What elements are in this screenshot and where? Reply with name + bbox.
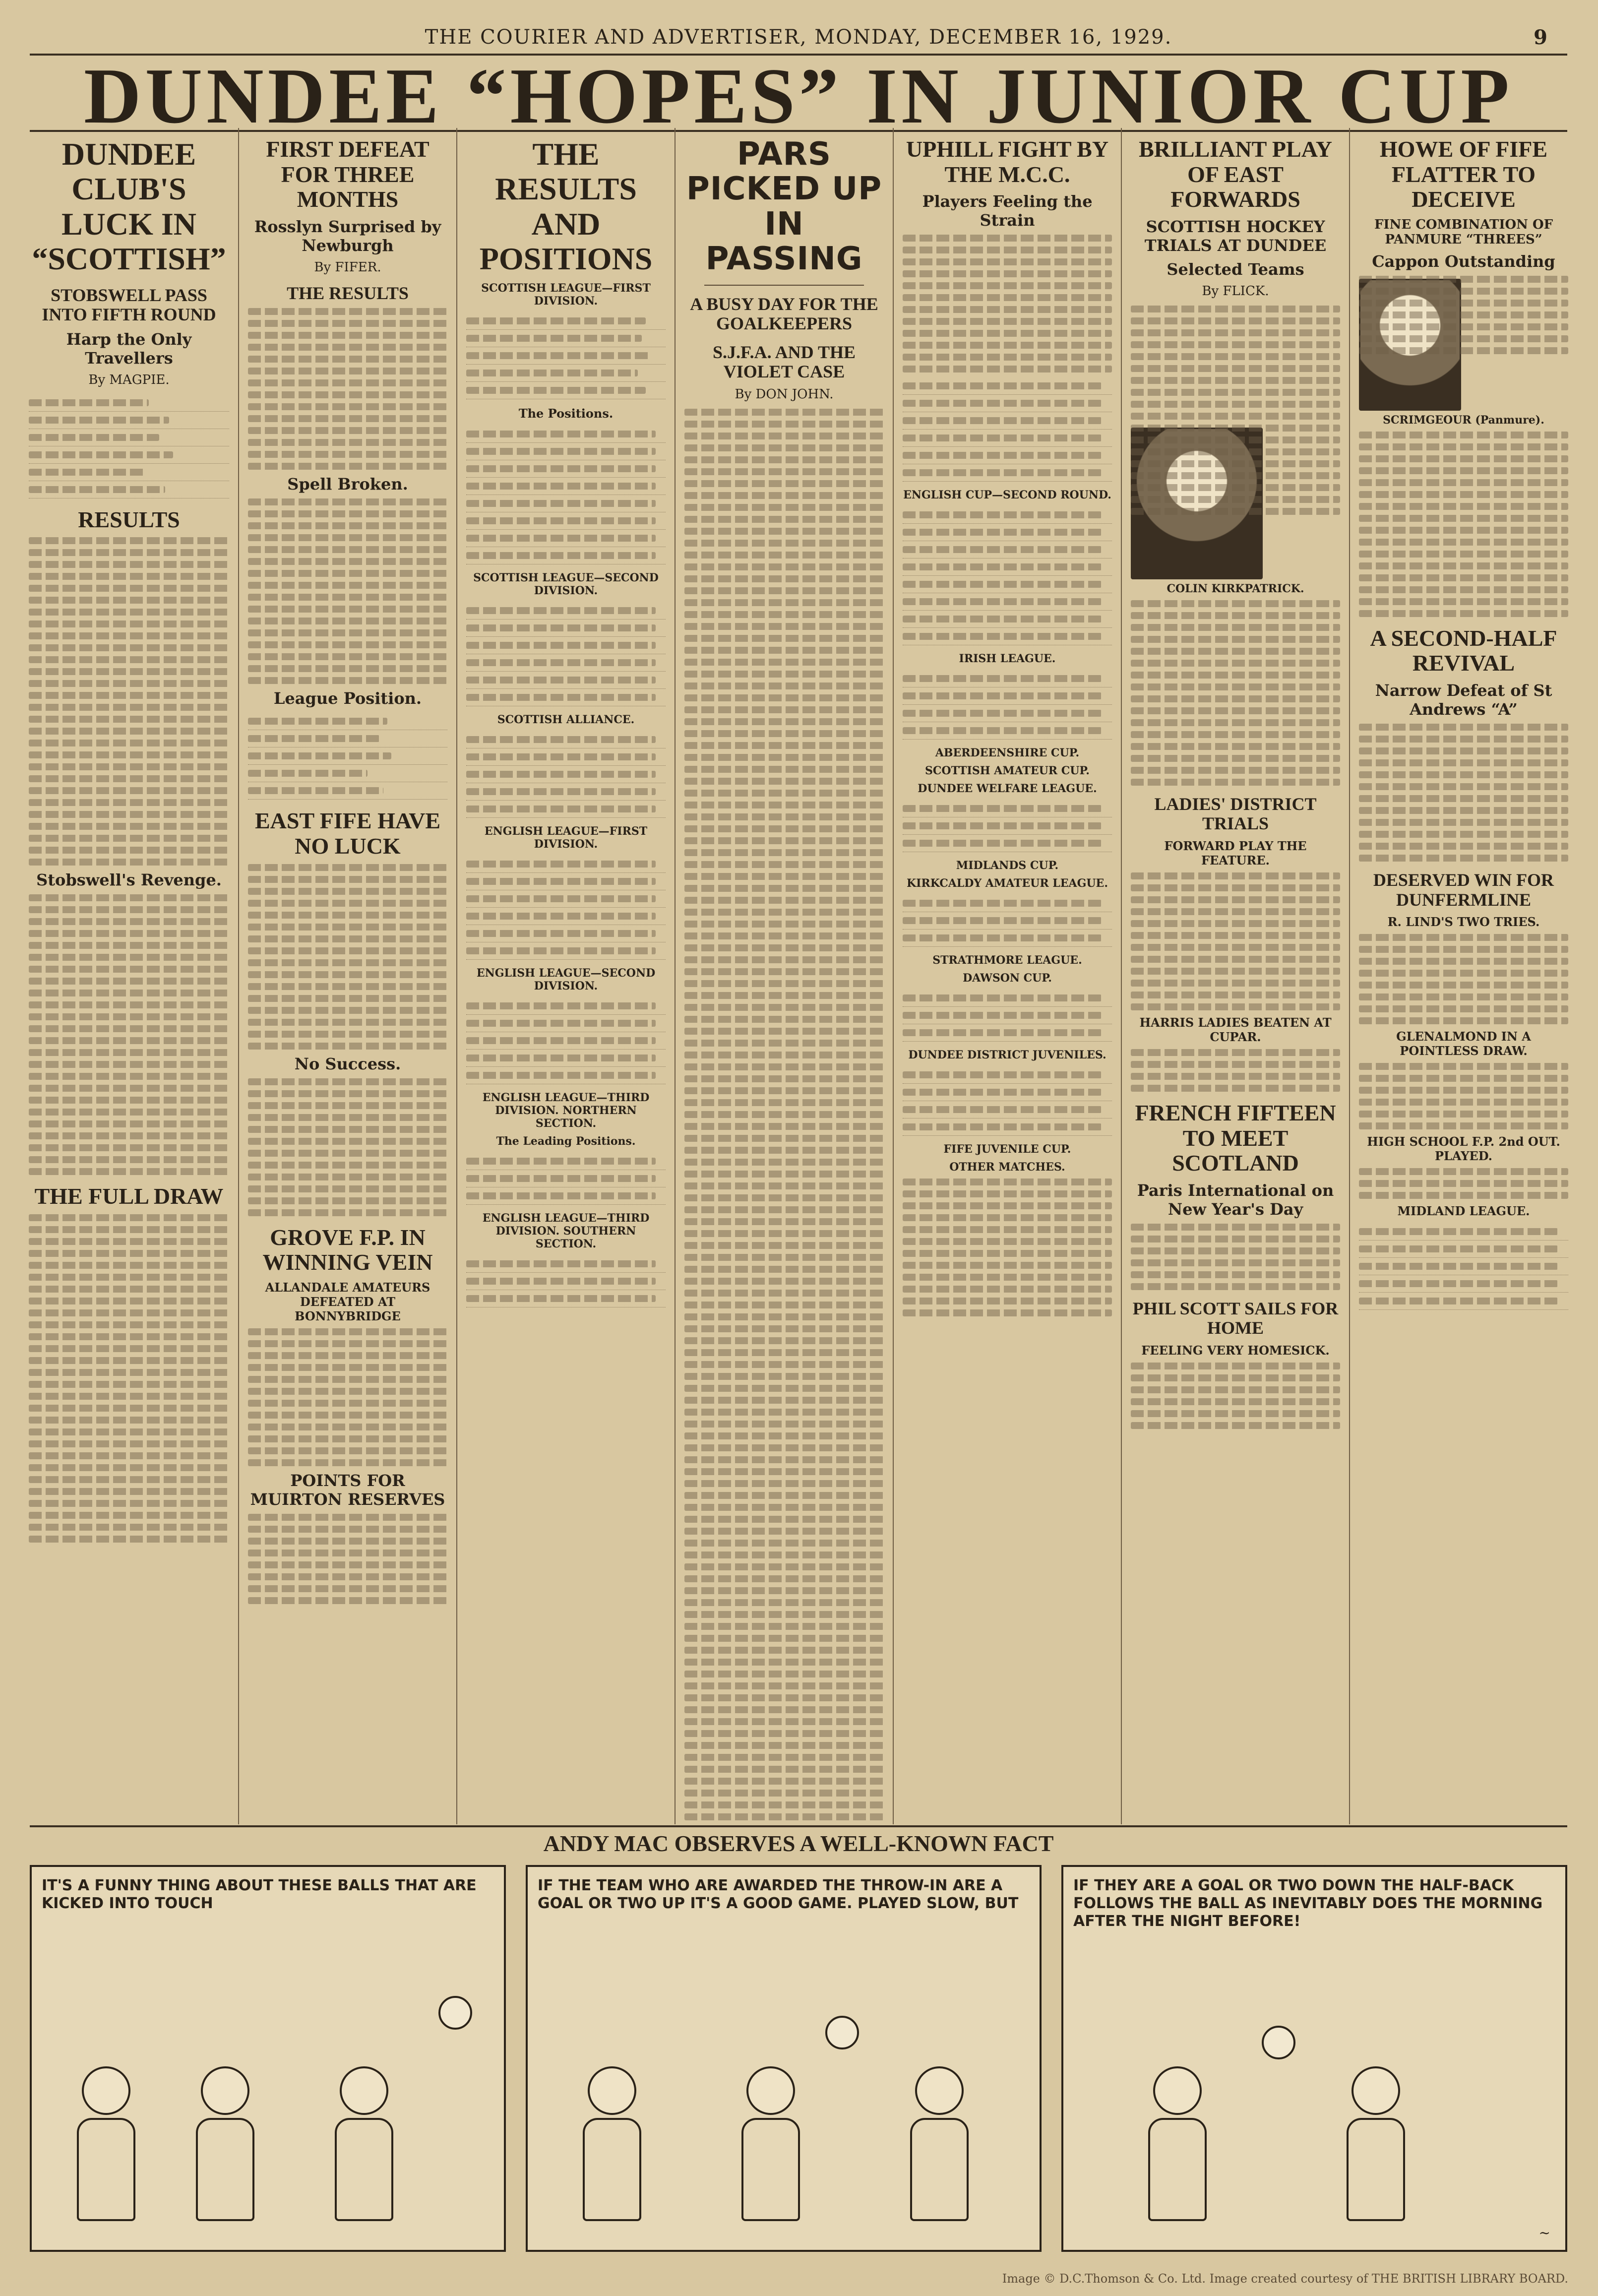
- col3-english1: ENGLISH LEAGUE—FIRST DIVISION.: [484, 824, 648, 851]
- image-credit: Image © D.C.Thomson & Co. Ltd. Image created courtesy of THE BRITISH LIBRARY BOARD.: [1002, 2272, 1568, 2286]
- col6-subhead: SCOTTISH HOCKEY TRIALS AT DUNDEE: [1144, 217, 1327, 255]
- col3-league2: SCOTTISH LEAGUE—SECOND DIVISION.: [473, 571, 659, 597]
- col3-english2: ENGLISH LEAGUE—SECOND DIVISION.: [476, 966, 656, 993]
- col2-body-4: [248, 1078, 447, 1216]
- col6-french-head: FRENCH FIFTEEN TO MEET SCOTLAND: [1135, 1100, 1336, 1176]
- masthead: THE COURIER AND ADVERTISER, MONDAY, DECEMBER 16, 1929.: [425, 26, 1172, 49]
- cartoon-caption-3: IF THEY ARE A GOAL OR TWO DOWN THE HALF-BACK FOLLOWS THE BALL AS INEVITABLY DOES THE MORNING AFTER THE NIGHT BEFORE!: [1073, 1877, 1543, 1930]
- col5-subhead: Players Feeling the Strain: [922, 192, 1093, 230]
- cartoon-title: ANDY MAC OBSERVES A WELL-KNOWN FACT: [543, 1831, 1054, 1856]
- col5-table-2: [903, 670, 1112, 740]
- col5-table-3: [903, 800, 1112, 852]
- col1-byline: By MAGPIE.: [88, 372, 170, 387]
- col2-body-2: [248, 498, 447, 684]
- col7-midland-head: MIDLAND LEAGUE.: [1397, 1204, 1530, 1219]
- col4-body: [684, 409, 884, 1824]
- column-3: [456, 128, 675, 1824]
- col5-body: [903, 235, 1112, 372]
- col5-body-2: [903, 1179, 1112, 1316]
- artist-signature-icon: ~: [1538, 2225, 1550, 2241]
- cartoon-figure: [1143, 2066, 1212, 2230]
- col6-ladies-head: LADIES' DISTRICT TRIALS: [1154, 794, 1317, 834]
- col5-dundee-district: DUNDEE DISTRICT JUVENILES.: [908, 1049, 1106, 1062]
- col4-subhead-2: S.J.F.A. AND THE VIOLET CASE: [712, 342, 856, 382]
- col2-points-head: POINTS FOR MUIRTON RESERVES: [250, 1471, 445, 1509]
- col7-body-3: [1359, 934, 1568, 1024]
- col7-subhead: FINE COMBINATION OF PANMURE “THREES”: [1374, 217, 1553, 247]
- col5-other-head: OTHER MATCHES.: [949, 1161, 1065, 1174]
- col3-positions-1: The Positions.: [518, 406, 614, 421]
- col6-body-1: [1131, 306, 1340, 420]
- col5-cup-head: ENGLISH CUP—SECOND ROUND.: [903, 489, 1111, 502]
- col6-phil-sub: FEELING VERY HOMESICK.: [1141, 1343, 1330, 1358]
- col2-grove-head: GROVE F.P. IN WINNING VEIN: [262, 1224, 433, 1275]
- col1-draw-head: THE FULL DRAW: [34, 1183, 224, 1209]
- col7-headline: HOWE OF FIFE FLATTER TO DECEIVE: [1379, 136, 1548, 212]
- col6-body-6: [1131, 1363, 1340, 1429]
- column-6: [1121, 128, 1349, 1824]
- col5-dawson-head: DAWSON CUP.: [963, 972, 1052, 985]
- col7-revival-head: A SECOND-HALF REVIVAL: [1370, 625, 1557, 676]
- col4-headline: PARS PICKED UP IN PASSING: [686, 136, 882, 278]
- col5-amateur-head: SCOTTISH AMATEUR CUP.: [925, 764, 1090, 778]
- cartoon-figure: [71, 2066, 141, 2230]
- col7-body-2: [1359, 724, 1568, 862]
- col1-headline: DUNDEE CLUB'S LUCK IN “SCOTTISH”: [32, 136, 226, 277]
- col5-fife-juvenile: FIFE JUVENILE CUP.: [943, 1143, 1071, 1156]
- col3-results-1: [466, 312, 666, 399]
- column-7: [1349, 128, 1577, 1824]
- col7-photo-caption: SCRIMGEOUR (Panmure).: [1383, 413, 1544, 427]
- col7-highschool-head: HIGH SCHOOL F.P. 2nd OUT. PLAYED.: [1367, 1134, 1560, 1164]
- col3-table-1: [466, 426, 666, 564]
- col5-strathmore-head: STRATHMORE LEAGUE.: [932, 954, 1082, 967]
- col2-spell-head: Spell Broken.: [287, 475, 408, 494]
- col6-section: Selected Teams: [1167, 259, 1304, 279]
- column-5: [893, 128, 1121, 1824]
- col5-headline: UPHILL FIGHT BY THE M.C.C.: [906, 136, 1109, 187]
- cartoon-panel-1: [30, 1865, 506, 2252]
- col3-table-4: [466, 856, 666, 960]
- col6-ladies-sub: FORWARD PLAY THE FEATURE.: [1164, 838, 1307, 868]
- cartoon-caption-1: IT'S A FUNNY THING ABOUT THESE BALLS THAT ARE KICKED INTO TOUCH: [42, 1877, 477, 1912]
- column-2: [238, 128, 456, 1824]
- col7-dunfermline-sub: R. LIND'S TWO TRIES.: [1387, 915, 1540, 930]
- col1-league-table: [29, 394, 229, 498]
- col7-section: Cappon Outstanding: [1372, 251, 1555, 271]
- col5-table-4: [903, 895, 1112, 947]
- cartoon-figure: [577, 2066, 647, 2230]
- col3-table-6: [466, 1153, 666, 1205]
- col3-english3n: ENGLISH LEAGUE—THIRD DIVISION. NORTHERN SECTION.: [482, 1091, 650, 1130]
- cartoon-figure: [736, 2066, 805, 2230]
- col6-body-2: [1131, 600, 1340, 786]
- col4-subhead: A BUSY DAY FOR THE GOALKEEPERS: [690, 294, 878, 334]
- col5-scoreboard: [903, 377, 1112, 482]
- col3-table-3: [466, 731, 666, 818]
- col2-body-5: [248, 1328, 447, 1466]
- col7-body-1: [1359, 432, 1568, 617]
- col2-league-head: League Position.: [273, 689, 422, 708]
- col1-body-1: [29, 537, 229, 866]
- col7-body-5: [1359, 1168, 1568, 1199]
- col2-nosuccess-head: No Success.: [294, 1054, 401, 1073]
- col3-headline: THE RESULTS AND POSITIONS: [479, 136, 653, 277]
- col3-table-5: [466, 997, 666, 1084]
- col6-harris-head: HARRIS LADIES BEATEN AT CUPAR.: [1139, 1015, 1332, 1044]
- col6-photo-block: [1131, 425, 1340, 595]
- col5-irish-head: IRISH LEAGUE.: [959, 652, 1056, 666]
- column-4: [675, 128, 893, 1824]
- football-icon: [825, 2016, 859, 2049]
- col2-body-3: [248, 864, 447, 1050]
- col5-dundee-welfare: DUNDEE WELFARE LEAGUE.: [918, 782, 1097, 796]
- column-1: [20, 128, 238, 1824]
- col5-midlands-head: MIDLANDS CUP.: [956, 859, 1059, 872]
- col3-league1: SCOTTISH LEAGUE—FIRST DIVISION.: [481, 281, 651, 308]
- col7-glenalmond-head: GLENALMOND IN A POINTLESS DRAW.: [1396, 1029, 1531, 1058]
- col2-subhead: Rosslyn Surprised by Newburgh: [254, 217, 441, 255]
- col6-body-3: [1131, 872, 1340, 1010]
- cartoon-panel-2: [526, 1865, 1042, 2252]
- cartoon-caption-2: IF THE TEAM WHO ARE AWARDED THE THROW-IN ARE A GOAL OR TWO UP IT'S A GOOD GAME. PLAYED SLOW, BUT: [538, 1877, 1019, 1912]
- cartoon-rule: [30, 1825, 1567, 1827]
- page-header: [30, 26, 1567, 51]
- col1-subhead: STOBSWELL PASS INTO FIFTH ROUND: [42, 285, 216, 325]
- col6-phil-head: PHIL SCOTT SAILS FOR HOME: [1132, 1298, 1339, 1338]
- col1-section: Harp the Only Travellers: [66, 329, 192, 368]
- col2-results-head: THE RESULTS: [287, 283, 409, 303]
- col2-grove-sub: ALLANDALE AMATEURS DEFEATED AT BONNYBRIDGE: [265, 1280, 430, 1323]
- cartoon-figure: [1341, 2066, 1411, 2230]
- col3-alliance: SCOTTISH ALLIANCE.: [497, 713, 635, 726]
- col6-french-sub: Paris International on New Year's Day: [1137, 1180, 1334, 1219]
- col6-photo-caption: COLIN KIRKPATRICK.: [1167, 582, 1304, 595]
- col1-body-3: [29, 1214, 229, 1543]
- player-photo-2: [1359, 279, 1461, 411]
- col2-body-1: [248, 308, 447, 470]
- col2-body-6: [248, 1514, 447, 1604]
- col1-results-head: RESULTS: [78, 506, 180, 532]
- col6-byline: By FLICK.: [1202, 283, 1269, 299]
- col6-headline: BRILLIANT PLAY OF EAST FORWARDS: [1139, 136, 1332, 212]
- col6-body-4: [1131, 1049, 1340, 1092]
- page-number: 9: [1534, 26, 1547, 49]
- col3-english3s: ENGLISH LEAGUE—THIRD DIVISION. SOUTHERN SECTION.: [482, 1211, 650, 1250]
- col3-table-2: [466, 602, 666, 706]
- col2-headline: FIRST DEFEAT FOR THREE MONTHS: [266, 136, 430, 212]
- col2-byline: By FIFER.: [314, 259, 381, 275]
- col5-kirkcaldy-head: KIRKCALDY AMATEUR LEAGUE.: [907, 877, 1108, 890]
- cartoon-strip: [30, 1830, 1567, 2262]
- col6-body-5: [1131, 1224, 1340, 1290]
- col7-midland-table: [1359, 1223, 1568, 1310]
- col1-stobswell-head: Stobswell's Revenge.: [36, 870, 222, 890]
- col5-table-5: [903, 990, 1112, 1042]
- col2-league-table: [248, 713, 447, 800]
- col5-table-6: [903, 1066, 1112, 1136]
- col4-byline: By DON JOHN.: [735, 386, 834, 402]
- col7-revival-sub: Narrow Defeat of St Andrews “A”: [1375, 681, 1552, 719]
- col5-aberdeenshire-head: ABERDEENSHIRE CUP.: [935, 746, 1080, 760]
- col1-body-2: [29, 894, 229, 1175]
- football-icon: [438, 1996, 472, 2030]
- col7-photo-block: [1359, 276, 1568, 427]
- col7-dunfermline-head: DESERVED WIN FOR DUNFERMLINE: [1373, 869, 1554, 910]
- col5-table-1: [903, 506, 1112, 645]
- col2-eastfife-head: EAST FIFE HAVE NO LUCK: [254, 808, 441, 859]
- col7-body-4: [1359, 1063, 1568, 1129]
- football-icon: [1262, 2026, 1295, 2059]
- banner-headline: DUNDEE “HOPES” IN JUNIOR CUP: [84, 52, 1513, 140]
- col3-leading: The Leading Positions.: [496, 1134, 636, 1148]
- cartoon-panel-3: [1061, 1865, 1567, 2252]
- cartoon-figure: [905, 2066, 974, 2230]
- col3-table-7: [466, 1255, 666, 1307]
- cartoon-figure: [190, 2066, 260, 2230]
- cartoon-figure: [329, 2066, 399, 2230]
